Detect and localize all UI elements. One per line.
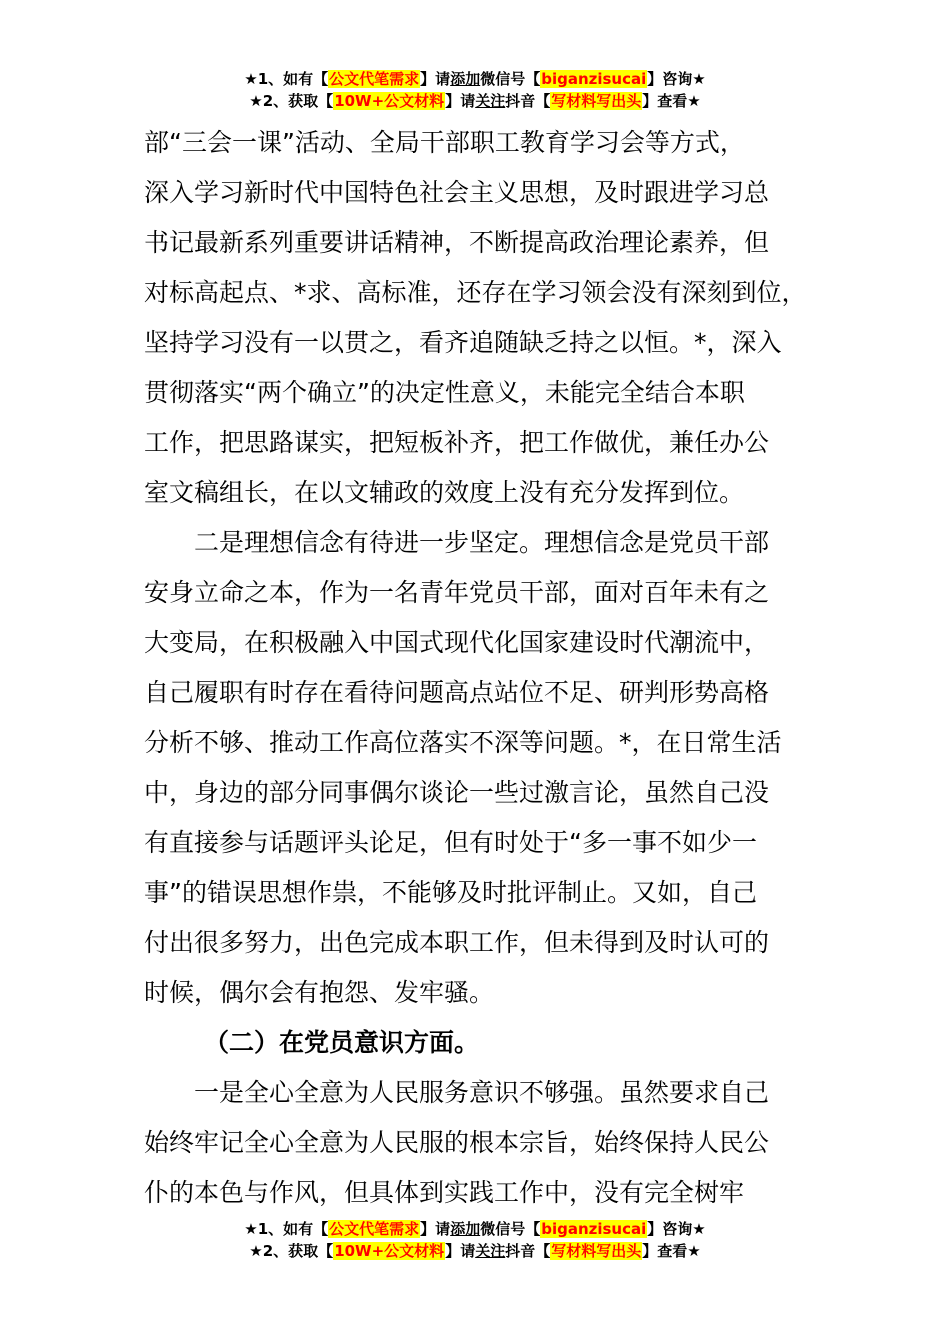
text-line: 深入学习新时代中国特色社会主义思想，及时跟进学习总 — [144, 178, 770, 207]
banner-wechat-id: biganzisucai — [541, 70, 647, 88]
text-line: 安身立命之本，作为一名青年党员干部，面对百年未有之 — [144, 578, 770, 607]
text-line: 有直接参与话题评头论足，但有时处于“多一事不如少一 — [144, 828, 757, 857]
paragraph-2 — [144, 518, 809, 1018]
banner-line-1: ★1、如有【公文代笔需求】请添加微信号【biganzisucai】咨询★ — [244, 1220, 706, 1238]
text-line: 时候，偶尔会有抱怨、发牢骚。 — [144, 978, 495, 1007]
text-line: 始终牢记全心全意为人民服的根本宗旨，始终保持人民公 — [144, 1128, 770, 1157]
text-line: 中，身边的部分同事偶尔谈论一些过激言论，虽然自己没 — [144, 778, 770, 807]
footer-banner — [0, 1218, 950, 1262]
text-line: 工作，把思路谋实，把短板补齐，把工作做优，兼任办公 — [144, 428, 770, 457]
text-line: 坚持学习没有一以贯之，看齐追随缺乏持之以恒。*，深入 — [144, 328, 782, 357]
text-line: 书记最新系列重要讲话精神，不断提高政治理论素养，但 — [144, 228, 770, 257]
header-banner — [0, 68, 950, 112]
text-line: 事”的错误思想作祟，不能够及时批评制止。又如，自己 — [144, 878, 757, 907]
banner-wechat-id: biganzisucai — [541, 1220, 647, 1238]
text-line: 付出很多努力，出色完成本职工作，但未得到及时认可的 — [144, 928, 770, 957]
text-line: 对标高起点、*求、高标准，还存在学习领会没有深刻到位， — [144, 278, 807, 307]
banner-line-2: ★2、获取【10W+公文材料】请关注抖音【写材料写出头】查看★ — [249, 92, 701, 110]
text-line: 自己履职有时存在看待问题高点站位不足、研判形势高格 — [144, 678, 770, 707]
banner-highlight: 公文代笔需求 — [329, 70, 420, 88]
banner-highlight: 10W+公文材料 — [334, 92, 445, 110]
banner-highlight: 公文代笔需求 — [329, 1220, 420, 1238]
banner-highlight: 10W+公文材料 — [334, 1242, 445, 1260]
text-line: 大变局，在积极融入中国式现代化国家建设时代潮流中， — [144, 628, 770, 657]
text-line: 仆的本色与作风，但具体到实践工作中，没有完全树牢 — [144, 1178, 745, 1207]
banner-douyin-id: 写材料写出头 — [551, 1242, 642, 1260]
banner-line-1: ★1、如有【公文代笔需求】请添加微信号【biganzisucai】咨询★ — [244, 70, 706, 88]
text-line: 一是全心全意为人民服务意识不够强。虽然要求自己 — [194, 1078, 770, 1107]
text-line: 贯彻落实“两个确立”的决定性意义，未能完全结合本职 — [144, 378, 745, 407]
paragraph-1 — [144, 118, 809, 518]
banner-douyin-id: 写材料写出头 — [551, 92, 642, 110]
text-line: 室文稿组长，在以文辅政的效度上没有充分发挥到位。 — [144, 478, 745, 507]
paragraph-3 — [144, 1068, 809, 1218]
document-body — [144, 118, 809, 1218]
section-heading: （二）在党员意识方面。 — [204, 1028, 480, 1057]
text-line: 二是理想信念有待进一步坚定。理想信念是党员干部 — [194, 528, 770, 557]
text-line: 部“三会一课”活动、全局干部职工教育学习会等方式， — [144, 128, 745, 157]
text-line: 分析不够、推动工作高位落实不深等问题。*，在日常生活 — [144, 728, 782, 757]
banner-line-2: ★2、获取【10W+公文材料】请关注抖音【写材料写出头】查看★ — [249, 1242, 701, 1260]
